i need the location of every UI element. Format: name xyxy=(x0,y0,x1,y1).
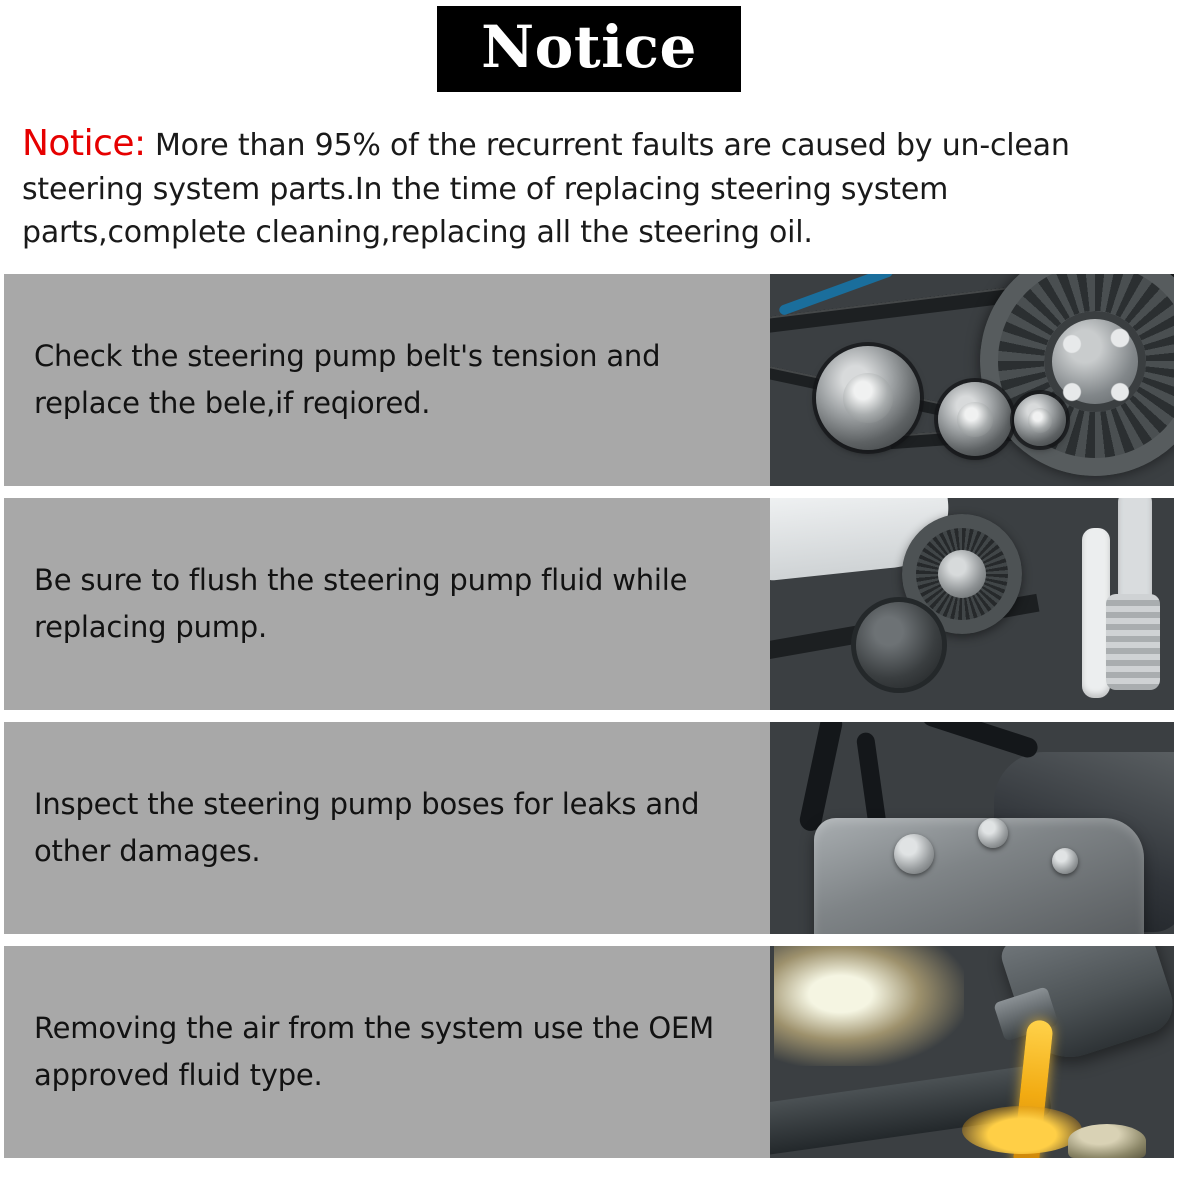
pump-pulley-shape xyxy=(856,602,942,688)
ribbed-hose-shape xyxy=(1106,594,1160,690)
intro-paragraph xyxy=(22,118,1156,254)
pulley-hub-shape xyxy=(843,373,893,423)
oil-cap-shape xyxy=(1068,1124,1146,1158)
table-row xyxy=(4,274,1174,486)
intro-body-text: More than 95% of the recurrent faults are caused by un-clean steering system parts.In the time of replacing steering system parts,complete cleaning,replacing all the steering oil. xyxy=(22,128,1070,250)
hose-shape xyxy=(798,722,844,833)
pulley-shape xyxy=(816,346,920,450)
row-text-cell xyxy=(4,946,770,1158)
pulley-shape xyxy=(1014,394,1066,446)
pulley-shape xyxy=(938,382,1012,456)
table-row xyxy=(4,722,1174,934)
engine-serpentine-belt-pulleys-photo xyxy=(770,274,1174,486)
row-text-cell xyxy=(4,722,770,934)
pulley-hub-shape xyxy=(1028,408,1053,433)
oil-splash-shape xyxy=(962,1106,1082,1154)
pouring-oil-photo xyxy=(770,946,1174,1158)
table-row xyxy=(4,498,1174,710)
row-text: Removing the air from the system use the OEM approved fluid type. xyxy=(34,1011,714,1093)
header xyxy=(0,0,1178,92)
row-text: Be sure to flush the steering pump fluid while replacing pump. xyxy=(34,563,688,645)
engine-block-hoses-closeup-photo xyxy=(770,722,1174,934)
row-text: Inspect the steering pump boses for leaks and other damages. xyxy=(34,787,700,869)
engine-bay-pump-hoses-photo xyxy=(770,498,1174,710)
notice-badge: Notice xyxy=(437,6,741,92)
pulley-hub-shape xyxy=(957,402,993,438)
row-text-cell xyxy=(4,274,770,486)
row-text: Check the steering pump belt's tension and replace the bele,if reqiored. xyxy=(34,339,661,421)
intro-lead-label: Notice: xyxy=(22,123,146,164)
row-text-cell xyxy=(4,498,770,710)
notice-rows xyxy=(0,274,1178,1158)
table-row xyxy=(4,946,1174,1158)
hose-shape xyxy=(920,722,1040,760)
sun-glow-shape xyxy=(774,946,964,1066)
